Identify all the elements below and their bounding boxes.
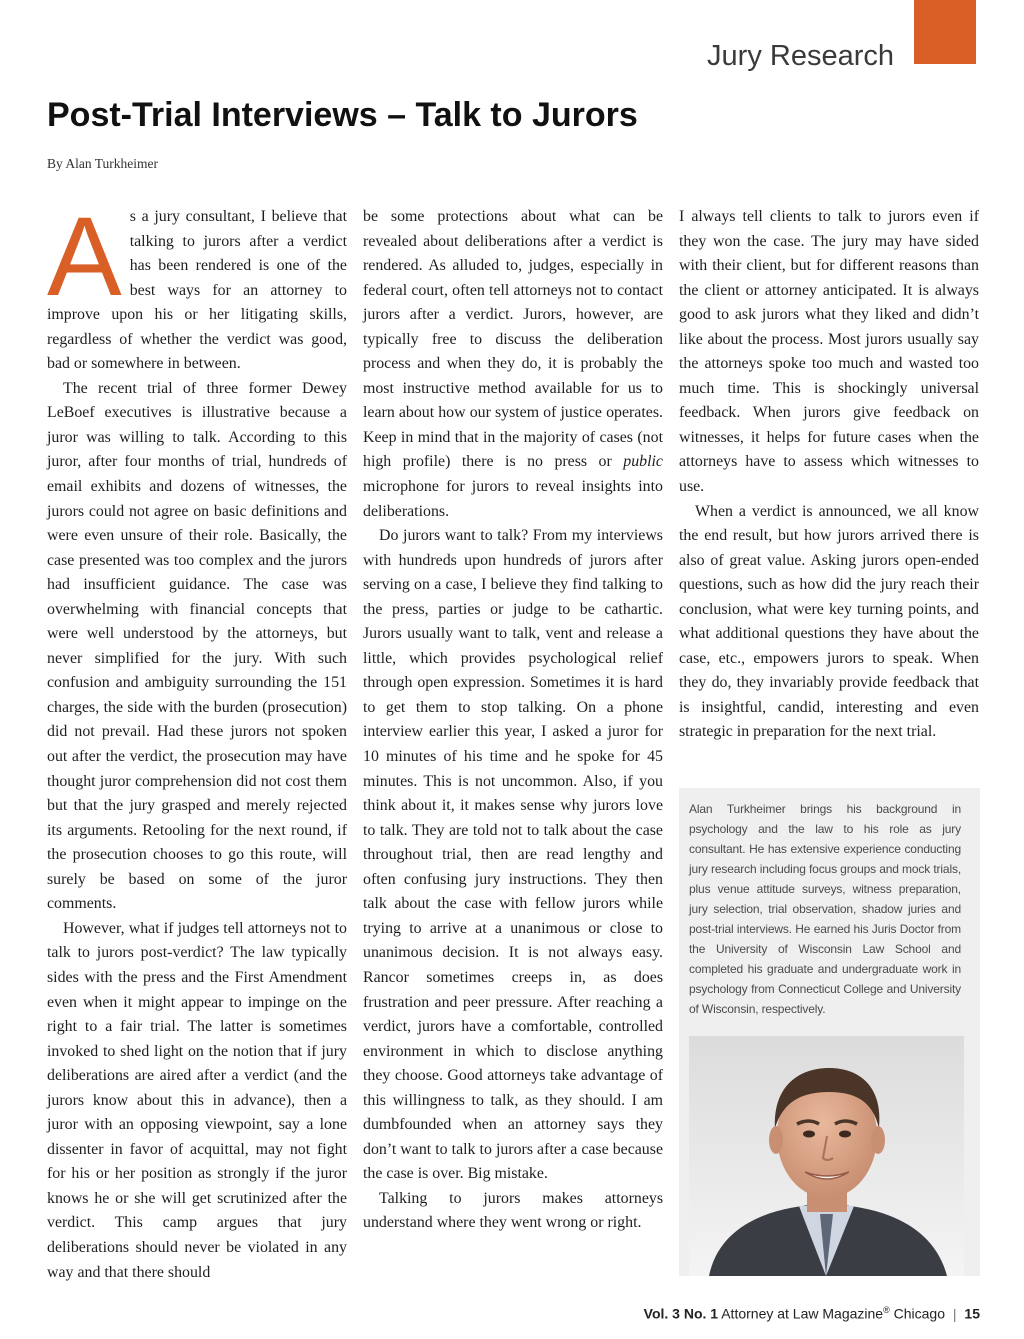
magazine-city: Chicago bbox=[893, 1305, 945, 1322]
footer-separator: | bbox=[952, 1305, 957, 1322]
paragraph-text: be some protections about what can be revealed about deliberations after a verdict is rendered. As alluded to, judges, especially in federal court, often tell attorneys not to contact jurors after a verdict. Jurors, however, are typically free to discuss the deliberation process and when they do, it is probably the most instructive method available for us to learn about how our system of justice operates. Keep in mind that in the majority of cases (not high profile) there is no press or bbox=[363, 208, 663, 471]
column-3 bbox=[679, 205, 979, 745]
paragraph bbox=[363, 205, 663, 524]
article-title: Post-Trial Interviews – Talk to Jurors bbox=[47, 96, 638, 134]
paragraph: I always tell clients to talk to jurors even if they won the case. The jury may have sided with their client, but for different reasons than the client or attorney anticipated. It is always good to ask jurors what they liked and didn’t like about the process. Most jurors usually say the attorneys spoke too much and wasted too much time. This is shockingly universal feedback. When jurors give feedback on witnesses, it helps for future cases when the attorneys have to assess which witnesses to use. bbox=[679, 208, 979, 496]
author-portrait-icon bbox=[689, 1036, 964, 1276]
paragraph: The recent trial of three former Dewey LeBoef executives is illustrative because a juror was willing to talk. According to this juror, after four months of trial, hundreds of email exhibits and dozens of witnesses, the jurors could not agree on basic definitions and were even unsure of their role. Basically, the case presented was too complex and the jurors had insufficient guidance. The case was overwhelming with financial concepts that were well understood by the attorneys, but never simplified for the jury. With such confusion and ambiguity surrounding the 151 charges, the side with the burden (prosecution) did not prevail. Had these jurors not spoken out after the verdict, the prosecution may have thought juror comprehension did not cost them but that the jury grasped and merely rejected its arguments. Retooling for the next round, if the prosecution chooses to go this route, will surely be based on some of the juror comments. bbox=[47, 379, 347, 913]
paragraph-text: microphone for jurors to reveal insights into deliberations. bbox=[363, 478, 663, 520]
column-1 bbox=[47, 194, 347, 1285]
paragraph: When a verdict is announced, we all know the end result, but how jurors arrived there is also of great value. Asking jurors open-ended questions, such as how did the jury reach their conclusion, what were key turning points, and what additional questions they have about the case, etc., empowers jurors to speak. When they do, they invariably provide feedback that is insightful, candid, interesting and even strategic in preparation for the next trial. bbox=[679, 502, 979, 741]
paragraph: Do jurors want to talk? From my interviews with hundreds upon hundreds of jurors after serving on a case, I believe they find talking to the press, parties or judge to be cathartic. Jurors usually want to talk, vent and release a little, which provides psychological relief through open expression. Sometimes it is hard to get them to stop talking. On a phone interview earlier this year, I asked a juror for 10 minutes of his time and he spoke for 45 minutes. This is not uncommon. Also, if you think about it, it makes sense why jurors love to talk. They are told not to talk about the case throughout trial, then are read lengthy and often confusing jury instructions. They then talk about the case with fellow jurors while trying to arrive at a unanimous or close to unanimous decision. It is not always easy. Rancor sometimes creeps in, as does frustration and peer pressure. After reaching a verdict, jurors have a comfortable, controlled environment in which to disclose anything they choose. Good attorneys take advantage of this willingness to talk, as they should. I am dumbfounded when an attorney says they don’t want to talk to jurors after a case because the case is over. Big mistake. bbox=[363, 527, 663, 1183]
paragraph: Talking to jurors makes attorneys understand where they went wrong or right. bbox=[363, 1189, 663, 1232]
section-color-tab bbox=[914, 0, 976, 64]
page-number: 15 bbox=[964, 1305, 980, 1322]
page-footer bbox=[644, 1305, 980, 1322]
paragraph: However, what if judges tell attorneys not to talk to jurors post-verdict? The law typically sides with the press and the First Amendment even when it might appear to impinge on the right to a fair trial. The latter is sometimes invoked to shed light on the notion that if jury deliberations are aired after a verdict (and the jurors know about this in advance), then a juror with an opposing viewpoint, say a lone dissenter in favor of acquittal, may not fight for his or her position as strongly if the juror knows he or she will get scrutinized after the verdict. This camp argues that jury deliberations should never be violated in any way and that there should bbox=[47, 919, 347, 1281]
column-2 bbox=[363, 205, 663, 1236]
registered-mark: ® bbox=[883, 1305, 890, 1315]
paragraph bbox=[47, 194, 347, 377]
volume-issue: Vol. 3 No. 1 bbox=[643, 1305, 719, 1322]
byline: By Alan Turkheimer bbox=[47, 156, 159, 171]
author-bio-box bbox=[679, 788, 980, 1276]
magazine-name: Attorney at Law Magazine bbox=[721, 1305, 884, 1322]
paragraph-text: s a jury consultant, I believe that talking to jurors after a verdict has been rendered is one of the best ways for an attorney to improve upon his or her litigating skills, regardless of whether the verdict was good, bad or somewhere in between. bbox=[47, 208, 347, 373]
drop-cap: A bbox=[47, 194, 122, 319]
emphasis-text: public bbox=[623, 453, 663, 471]
author-bio-text: Alan Turkheimer brings his background in psychology and the law to his role as jury consultant. He has extensive experience conducting jury research including focus groups and mock trials, plus venue attitude surveys, witness preparation, jury selection, trial observation, shadow juries and post-trial interviews. He earned his Juris Doctor from the University of Wisconsin Law School and completed his graduate and undergraduate work in psychology from Connecticut College and University of Wisconsin, respectively. bbox=[689, 802, 961, 1016]
section-label: Jury Research bbox=[707, 40, 894, 72]
